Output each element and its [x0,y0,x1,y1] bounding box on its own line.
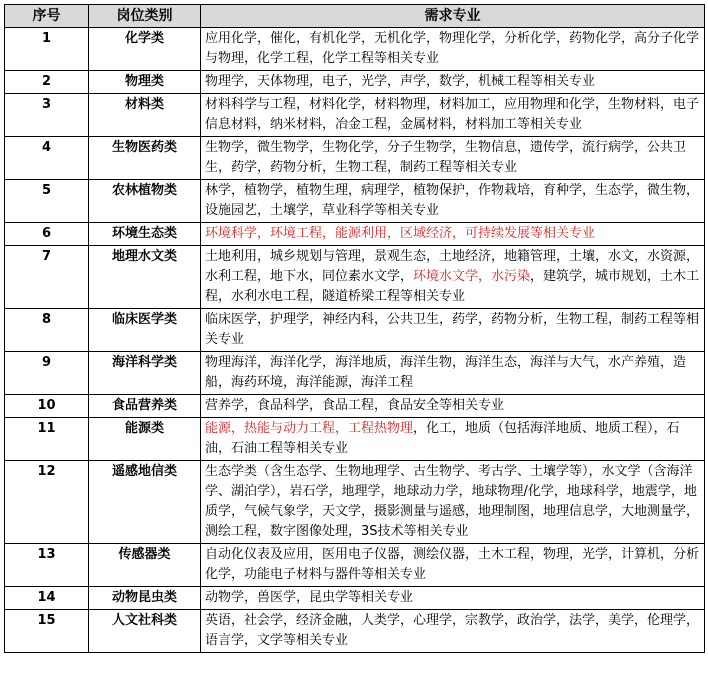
table-row [5,180,705,223]
row-majors [201,587,705,610]
row-number: 12 [5,461,89,544]
row-majors [201,352,705,395]
table-row [5,418,705,461]
row-number: 15 [5,610,89,653]
row-number: 13 [5,544,89,587]
row-majors [201,418,705,461]
row-category: 动物昆虫类 [89,587,201,610]
row-number: 6 [5,223,89,246]
row-category: 地理水文类 [89,246,201,309]
row-number: 10 [5,395,89,418]
header-category: 岗位类别 [89,5,201,28]
row-majors [201,246,705,309]
majors-text: 土地利用，城乡规划与管理，景观生态，土地经济，地籍管理，土壤，水文，水资源，水利工程，地下水，同位素水文学， [205,249,700,284]
row-category: 材料类 [89,94,201,137]
majors-text: ，建筑学，城市规划，土木工程，水利水电工程，隧道桥梁工程等相关专业 [205,269,700,304]
row-majors [201,395,705,418]
header-num: 序号 [5,5,89,28]
row-number: 7 [5,246,89,309]
row-category: 人文社科类 [89,610,201,653]
table-row [5,71,705,94]
row-number: 3 [5,94,89,137]
row-number: 14 [5,587,89,610]
row-category: 传感器类 [89,544,201,587]
table-row [5,28,705,71]
row-number: 9 [5,352,89,395]
table-row [5,137,705,180]
row-category: 海洋科学类 [89,352,201,395]
row-majors [201,137,705,180]
row-majors [201,180,705,223]
row-number: 1 [5,28,89,71]
row-number: 8 [5,309,89,352]
table-row [5,587,705,610]
majors-text: 物理学，天体物理，电子，光学，声学，数学，机械工程等相关专业 [205,74,596,89]
table-row [5,223,705,246]
majors-text: 林学，植物学，植物生理，病理学，植物保护，作物栽培，育种学，生态学，微生物，设施园艺，土壤学，草业科学等相关专业 [205,183,700,218]
table-row [5,246,705,309]
row-category: 生物医药类 [89,137,201,180]
row-category: 物理类 [89,71,201,94]
row-category: 农林植物类 [89,180,201,223]
majors-text: 自动化仪表及应用，医用电子仪器，测绘仪器，土木工程，物理，光学，计算机，分析化学，功能电子材料与器件等相关专业 [205,547,700,582]
table-row [5,309,705,352]
majors-table [4,4,705,653]
majors-text: ，化工，地质（包括海洋地质、地质工程），石油，石油工程等相关专业 [205,421,680,456]
header-majors: 需求专业 [201,5,705,28]
row-majors [201,544,705,587]
row-majors [201,223,705,246]
majors-text: 临床医学，护理学，神经内科，公共卫生，药学，药物分析，生物工程，制药工程等相关专业 [205,312,700,347]
row-category: 化学类 [89,28,201,71]
highlighted-majors-text: 环境科学，环境工程，能源利用，区域经济，可持续发展等相关专业 [205,226,596,241]
majors-text: 英语，社会学，经济金融，人类学，心理学，宗教学，政治学，法学，美学，伦理学，语言学，文学等相关专业 [205,613,700,648]
table-row [5,610,705,653]
table-row [5,94,705,137]
header-row [5,5,705,28]
row-number: 4 [5,137,89,180]
majors-text: 应用化学，催化，有机化学，无机化学，物理化学，分析化学，药物化学，高分子化学与物理，化学工程，化学工程等相关专业 [205,31,700,66]
table-body [5,28,705,653]
majors-text: 生态学类（含生态学、生物地理学、古生物学、考古学、土壤学等），水文学（含海洋学、湖泊学），岩石学，地理学，地球动力学，地球物理/化学，地球科学，地震学，地质学，气候气象学，天文学，摄影测量与遥感，地理制图，地理信息学，大地测量学，测绘工程，数字图像处理，3S技术等相关专业 [205,464,700,539]
table-row [5,461,705,544]
row-majors [201,28,705,71]
row-number: 5 [5,180,89,223]
row-majors [201,461,705,544]
row-number: 2 [5,71,89,94]
row-majors [201,71,705,94]
majors-text: 生物学，微生物学，生物化学，分子生物学，生物信息，遗传学，流行病学，公共卫生，药学，药物分析，生物工程，制药工程等相关专业 [205,140,687,175]
row-majors [201,309,705,352]
majors-text: 物理海洋，海洋化学，海洋地质，海洋生物，海洋生态，海洋与大气，水产养殖，造船，海药环境，海洋能源，海洋工程 [205,355,687,390]
table-row [5,395,705,418]
highlighted-majors-text: 环境水文学，水污染 [413,269,531,284]
row-category: 能源类 [89,418,201,461]
row-category: 临床医学类 [89,309,201,352]
row-majors [201,610,705,653]
majors-text: 营养学，食品科学，食品工程，食品安全等相关专业 [205,398,505,413]
row-category: 环境生态类 [89,223,201,246]
row-majors [201,94,705,137]
table-row [5,352,705,395]
highlighted-majors-text: 能源，热能与动力工程，工程热物理 [205,421,414,436]
table-row [5,544,705,587]
row-category: 食品营养类 [89,395,201,418]
row-category: 遥感地信类 [89,461,201,544]
majors-text: 材料科学与工程，材料化学，材料物理，材料加工，应用物理和化学，生物材料，电子信息材料，纳米材料，冶金工程，金属材料，材料加工等相关专业 [205,97,700,132]
row-number: 11 [5,418,89,461]
majors-text: 动物学，兽医学，昆虫学等相关专业 [205,590,414,605]
